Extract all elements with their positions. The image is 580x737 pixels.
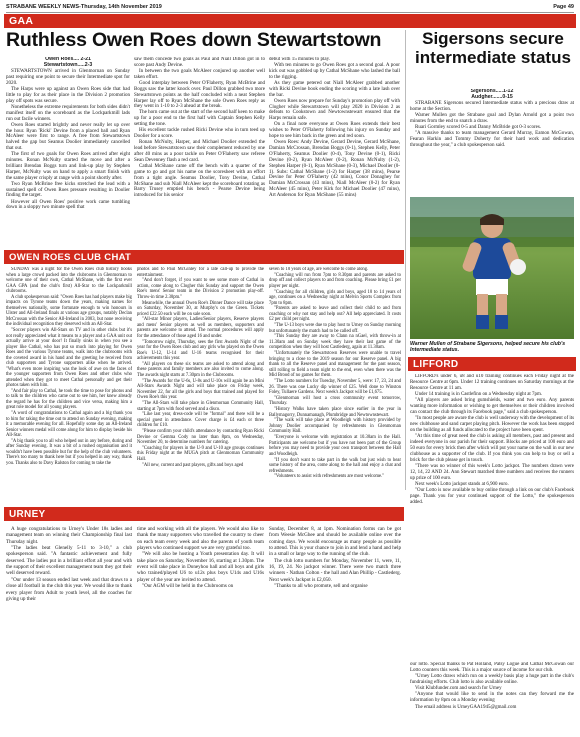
paragraph: A club spokesperson said: "Owen Roes has had players make big impacts on Tyrone teams down the years, making names for themselves nationally, some fortunate enough to win honours in Ulster and All-Ireland finals at various age groups, notably Declan McCrossan with the Senior All-Ireland in 2003, but none receiving the individual recognition they deserved with an All-Star.	[6, 294, 132, 328]
paragraph: As they game petered out Niall McAleer grabbed another with Ricki Devine book ending the scoring with a late lash over the bar.	[269, 79, 400, 98]
paragraph: A huge congratulations to Urney's Under 18s ladies and management team on winning their Championship final last Thursday night.	[6, 526, 132, 545]
urney-section-bar	[4, 507, 404, 521]
paragraph: Owen Roes: Andy Devine, Gerard Devine, Gerard McShane, Damian McCrossan, Brendan Boggs (0-1), Stephen Kelly, Peter O'Flaherty, Seamus Doolier (0-4), Tony Devine (0-1), Ricki Devine (0-2), Ryan McAleer (0-2), Ronan McNulty (1-2), Stephen Harper (0-1), Ryan McShane (0-3), Michael Doolier (0-1). Subs: Cathal McShane (1-2) for Harper (38 mins), Pearse Devine for Peter O'Flaherty (42 mins), Conor Donaghey for Damian McCrossan (43 mins), Niall McAleer (0-2) for Ryan McAleer (45 mins), Peter Kirk for Michael Doolier (47 mins), Art Anderson for Ryan McShane (55 mins)	[269, 139, 400, 198]
column-divider	[405, 30, 406, 490]
paragraph: "Thanks to all who promote, sell and organise	[274, 583, 368, 590]
paragraph: our lotto. Special thanks to Pat Holland, Patsy Logue and Cathal McGowan our Lotto counters this week. This is a major source of income for our club.	[410, 662, 574, 673]
club-chat-section-bar	[4, 250, 404, 264]
paragraph: "Soccer players win All-Stars on TV and in other clubs but it's not really appreciated what it means to a player and a GAA unit out actually arrive at your door! It finally sinks in when you see a player like Cathal, who has put so much into playing for Owen Roes and the various Tyrone teams, walk into the clubrooms with the coveted award in his hand and the greeting he received from club supporters and Tyrone supporters alike when he arrived. "What's even more inspiring was the look of awe on the faces of the younger supporters from Owen Roes and other clubs who attended when they got to meet Cathal personally and get their photos taken with him.	[6, 328, 132, 389]
club-chat-col-1	[6, 267, 132, 494]
urney-col-1	[6, 526, 132, 734]
paragraph: "Please confirm your child's attendance by contacting Ryan Ricki Devine or Gemma Cody no later than 8pm, on Wednesday, November 20, to determine numbers for catering.	[137, 429, 264, 446]
paragraph: "Coaching for players in the U-9 and U-10 age groups continues this Friday night at the MUGA pitch at Glenmornan Community Hall.	[137, 445, 264, 462]
paragraph: "Our Lotto is now available to buy online through a link on our club's Facebook page. Thank you for your continued support of the Lotto," the spokesperson added.	[410, 488, 574, 506]
gaa-section-bar	[4, 14, 576, 28]
paragraph: With ten minutes to go Owen Roes got a second goal. A poor kick out was gobbled up by Cathal McShane who lashed the ball to the rigging.	[269, 62, 400, 80]
paragraph: "We will also be hosting a Youth presentation day. It will take place on Saturday, November 16, starting at 1.30pm. The event will take place in Doneyhoo hall and all boys and girls who trained/played U6 to u12s plus boys U14s and U16s player of the year are invited to attend.	[137, 551, 264, 583]
paragraph: The first of two goals for Owen Roes arrived after eight minutes. Ronan McNulty started the move and after a brilliant Brendan Boggs turn and link-up play by Stephen Harper, McNulty was on hand to apply a smart finish with the same player crisply at range with a point shortly after.	[6, 151, 130, 181]
paragraph: Visit Klubfunder.com and search for Urney	[415, 686, 502, 692]
paragraph: In between the two goals McAleer conjured up another well taken effort.	[134, 67, 265, 80]
paragraph: Nonetheless the extreme requirements for both sides didn't manifest itself on the scoreboard as the Lockparkmill lads run out facile winners.	[6, 103, 130, 122]
score-line-away: Stewartstown.....2-3	[43, 62, 93, 69]
club-chat-section-label: OWEN ROES CLUB CHAT	[9, 251, 132, 263]
paragraph: "A word of congratulations to Cathal again and a big thank you to him for taking the time out to attend on Sunday evening, making it a memorable evening for all. Hopefully some day an All-Ireland Senior winners medal will come along for him to display beside his All-Star.	[6, 411, 132, 439]
urney-col-4	[410, 662, 574, 734]
masthead	[6, 2, 574, 13]
paragraph: Meanwhile, the annual Owen Roe's Dinner Dance will take place on Saturday, November 30, at Murphy's on the Green. Tickets priced £22.50 each will be on sale soon.	[137, 300, 264, 317]
paragraph: "Parents are asked to leave and collect their child to and from coaching or why not stay and help out? All help appreciated. It costs £2 per child per night.	[269, 306, 401, 323]
paragraph: "The U-13 boys were due to play host to Urney on Sunday morning but unfortunately the match had to be called off.	[269, 323, 401, 334]
paragraph: "All-star Minor players, Ladies/Senior players, Reserve players and mens' Senior players as well as members, supporters and parents are welcome to attend. The normal procedures will apply for the attendance of those aged 16 and under.	[137, 317, 264, 339]
lifford-section-bar	[408, 357, 576, 371]
paragraph: Sunday, December 8, at 1pm. Nomination forms can be got from Weesie McGhee and should be available online over the coming days. We would encourage as many people as possible to attend. This is your chance to join in and lend a hand and help in a small or large way to the running of the club.	[269, 526, 401, 558]
paragraph: "There was no winner of this week's Lotto jackpot. The numbers drawn were 12, 14, 22 AND 24. Ann Stewart matched three numbers and receives the runners up prize of 100 euro.	[410, 464, 574, 481]
paragraph: "The walk will take place at Woodleigh with history provided by Johnny Doolier accompanied by refreshments in Glenmornan Community Hall.	[269, 418, 401, 435]
paragraph: Ruari Gormley scored 0-5 and Danny McBride got 0-3 scores.	[415, 124, 542, 131]
paragraph: "At this time of great need the club is asking all members, past and present and indeed everyone in our parish for their support. Blocks are priced at 100 euro and 50 euro for every brick then after which will put your name on the wall in our new clubhouse as a supporter of the club. If you think you can help to buy or sell a brick for the club please get in touch.	[410, 434, 574, 463]
paragraph: "Glenmornan will host a cross community event tomorrow, Thursday.	[269, 395, 401, 407]
paragraph: "Coaching for all children, girls and boys, aged 10 to 14 years of age, continues on a Wednesday night at Melvin Sports Complex from 7pm to 8pm.	[269, 289, 401, 306]
paragraph: However all Owen Roes' positive work came tumbling down in a sloppy two minute spell that	[6, 198, 130, 211]
paragraph: STRABANE Sigersons secured Intermediate status with a precious draw at home at the Section.	[410, 100, 574, 113]
paragraph: "A massive thanks to team management Gerard Murray, Eamon McGowan, Fearan Harkin and Tommy Doherty for their hard work and dedication throughout the year," a club spokesperson said.	[410, 130, 574, 149]
paragraph: "All new, current and past players, gifts and boys aged	[142, 462, 244, 468]
paragraph: "All players are asked bring gumshields, water and two euro. Any parents wanting more information or wishing to get themselves or their children involved can contact the club through its Facebook page," said a club spokesperson.	[410, 398, 574, 416]
paragraph: "Urney Lotto draws which run on a weekly basis play a huge part in the club's fundraising efforts. Club lotto is also available online.	[410, 674, 574, 686]
paragraph: The club lotto numbers for Monday, November 11, were, 11, 16, 19, 24. No jackpot winner. There were two match three winners - Nathan Colton - the hall and Alan Phillip - Castlederg. Next week's Jackpot is £2,050.	[269, 557, 401, 583]
paragraph: "Anyone that would like to send in the notes can they forward me the information by 8pm on a Monday evening	[410, 692, 574, 704]
paragraph: "All players on these six teams are asked to attend along and these parents and family members are also invited to come along. The awards night starts at 7.30pm in the Clubrooms.	[137, 361, 264, 378]
paragraph: "Unfortunately the Stewartstown Reserves were unable to travel bringing to a close to the 2019 season for our Reserve panel. A big thank to all the Reserve panel and management for the past season, still rolling to field a team night to the end, even when there was the Mid Brood of no games for them.	[269, 351, 401, 379]
club-chat-col-3	[269, 267, 401, 494]
paragraph: "A big thank you to all who helped out in any before, during and after Sunday evening. It was a bit of a rushed organisation and it wouldn't have been possible but for the help of the club volunteers. There's too many to thank here but if you helped in any way, thank you. Thanks also to Davy Ralston for coming to take the	[6, 438, 132, 466]
urney-section-label: URNEY	[9, 508, 46, 520]
gaa-article-col-1	[6, 57, 130, 247]
paragraph: "If you don't want to take part in the walk but just wish to hear some history of the area, come along to the hall and enjoy a chat and refreshments.	[269, 457, 401, 474]
paragraph: Owen Roes started brightly and never really let up over the hour. Ryan 'Ricki' Devine from a placed ball and Ryan McAleer were first to range. A free from Stewartstown halved the gap but Seamus Doolier immediately cancelled that out.	[6, 121, 130, 152]
sigersons-score-away: Audgher.......0-15	[471, 94, 513, 101]
paragraph: "History Walks have taken place since earlier in the year in Ballymagorry, Dunnamanagh, Plumbridge and Newtownstewart.	[269, 407, 401, 418]
paragraph: STEWARTSTOWN arrived in Glenmornan on Sunday past requiring one point to secure their Intermediate spot for 2020.	[6, 68, 130, 86]
paragraph: The Harps were up against an Owen Roes side that had little to play for as their place in the Division 2 promotion play off spots was secure.	[6, 86, 130, 104]
score-line-home: Owen Roes.... 2-21	[45, 57, 91, 62]
paragraph: His excellent tackle rushed Ricki Devine who in turn teed up Doolier for a score.	[134, 127, 265, 140]
paragraph: "Tomorrow night, Thursday, sees the first Awards Night of the year for the Owen Roes club and any girls who played on the Owen Roe's U-12, U-14 and U-16 teams recognised for their achievements this year.	[137, 339, 264, 362]
paragraph: "The All-Stars will take place in Glenmornan Community Hall, starting at 7pm with food served and a disco.	[137, 401, 264, 412]
paragraph: Owen Roes now prepare for Sunday's promotion play off with Clogher while Stewartstown will play 2020 in Division 2 as defeats to Cookstown and Newtownstewart ensured that the Harps remain safe.	[269, 97, 400, 122]
paragraph: saw them concede two goals as Paul and Niall Dillon got in to score past Andy Devine.	[134, 57, 265, 68]
paragraph: time and working with all the players. We would also like to thank the many supporters who travelled the country to cheer on each team every week and also the parents of youth team players who continued support we are very grateful too.	[137, 526, 264, 551]
gaa-section-label: GAA	[9, 15, 34, 27]
gaa-article-col-2	[134, 57, 265, 247]
paragraph: "The Lotto numbers for Tuesday, November 5, were: 17, 23, 24 and 26. There was one Lucky dip winner of £25. Well done to Winston Foley, Tullaere Gardens. Next week's Jackpot will be £1,675.	[269, 379, 401, 396]
paragraph: "Volunteers to assist with refreshments are most welcome."	[274, 474, 385, 480]
paragraph: "Coaching will run from 7pm to 8.30pm and parents are asked to drop off and collect players to and from coaching. Please bring £1 per player per night.	[269, 272, 401, 289]
club-chat-col-2	[137, 267, 264, 494]
sigersons-headline: Sigersons secure intermediate status	[415, 29, 571, 67]
paragraph: "The ladies beat Glenelly 5-11 to 3-10," a club spokesperson said. "A fantastic achievement and fully deserved. The ladies put in a brilliant effort all year and with the support of their excellent management team they got their well deserved reward.	[6, 545, 132, 577]
sigersons-player-photo	[410, 197, 574, 339]
paragraph: LIFFORD's under 6, u8 and u10 training continues each Friday night at the Resource Centre at 6pm. Under 12 training continues on Saturday mornings at the Resource Centre at 11 am.	[410, 374, 574, 391]
paragraph: "Our AGM will be held in the Clubrooms on	[142, 583, 234, 590]
paragraph: photos and to Paul McGinley for a late call-up to provide the entertainment.	[137, 267, 264, 278]
paragraph: "Our under 13 season ended last week and that draws to a close all football in the club this year. We would like to thank every player from Adult to youth level, all the coaches for giving up their	[6, 576, 132, 602]
paragraph: "And don't forget, if you want to see some more of Cathal in action, come along to Clogher this Sunday and support the Owen Roe's mens' Senior team in the Division 2 promotion play-off. Throw-in time 2.30pm."	[137, 278, 264, 300]
paragraph: "This Sunday they are away to Clann na nGael, with throw-in at 11.30am and on Sunday week they have their last game of the competition when they will host Castlederg, again at 11.30am.	[269, 334, 401, 351]
paragraph: On a final note everyone at Owen Roes extends their best wishes to Peter O'Flaherty following his injury on Sunday and hope to see him back in the green and red soon.	[269, 121, 400, 140]
paragraph: Next week's Lotto jackpot stands at 6,900 euro.	[415, 482, 509, 488]
lifford-section-label: LIFFORD	[413, 358, 459, 370]
player-photo-illustration	[410, 197, 574, 339]
urney-col-2	[137, 526, 264, 734]
sigersons-article	[410, 89, 574, 195]
urney-email: The email address is UrneyGAA1945@gmail.com	[415, 704, 517, 710]
paragraph: "Everyone is welcome with registration at 10.30am in the Hall. Participants are welcome but if you have not been part of the Group before you may need to provide your own transport between the Hall and Woodleigh.	[269, 435, 401, 457]
gaa-article-col-3	[269, 57, 400, 247]
paragraph: Under 14 training is in Castlefinn on a Wednesday night at 7pm.	[415, 392, 543, 398]
masthead-date: STRABANE WEEKLY NEWS-Thursday, 14th November 2019	[6, 4, 162, 10]
sigersons-score-home: Sigersons.....1-12	[470, 89, 514, 94]
paragraph: SUNDAY was a night for the Owen Roes club history books when a large crowd packed into the clubrooms in Glenmornan to welcome one of their own, Cathal McShane, with the first ever GAA GPA (and the club's first) All-Star to the Lockparkmill clubrooms.	[6, 267, 132, 294]
paragraph: debut with 15 minutes to play.	[269, 57, 331, 62]
paragraph: "And fair play to Cathal, he took the time to pose for photos and to talk to the children who came out to see him, her knew already the regard he has for the children and vice versa, making him a great role model for all young players.	[6, 388, 132, 411]
paragraph: "The Awards for the U-6s, U-8s and U-10s will again be an Mini All-Stars Awards Night and will take place on Friday week, November 22, for all the girls and boys that trained and played for Owen Roe's this year.	[137, 378, 264, 401]
page-number: Page 49	[553, 4, 574, 10]
gaa-headline: Ruthless Owen Roes down Stewartstown	[6, 29, 382, 51]
paragraph: seven to 10 years of age, are welcome to come along.	[269, 267, 369, 272]
urney-col-3	[269, 526, 401, 734]
paragraph: "In most people are aware the club is well underway with the development of its new clubhouse and sand carpet playing pitch. However the work has been stopped on the building as all funds allocated to the project have been spent.	[410, 416, 574, 434]
paragraph: Good interplay between Peter O'Flaherty, Ryan McBrine and Boggs saw the latter knock over. Paul Dillon grabbed two more Stewartstown points as the half concluded with a neat Stephen Harper lay off to Ryan McShane the sole Owen Roes reply as they went in 1-10 to 2-3 ahead at the break.	[134, 79, 265, 110]
paragraph: "Like last year, dress-code will be "formal" and there will be a special guest in attendance. Cover charge is £4 each or three children for £10.	[137, 412, 264, 429]
paragraph: Cathal McShane came off the bench with a quarter of the game to go and got his name on the scoresheet with an effort from a tight angle. Seamus Doolier, Tony Devine, Cathal McShane and sub Niall McAleer kept the scoreboard rotating as Barry Trusey emptied his bench - Pearse Devine being introduced for his senior	[134, 162, 265, 199]
paragraph: Two Ryan McBrine free kicks stretched the lead with a sustained spell of Owen Roes pressure resulting in Doolier finding the target.	[6, 180, 130, 199]
lifford-article	[410, 374, 574, 658]
paragraph: The horn came out at the start of the second half keen to make up for a poor end to the first half with Captain Stephen Kelly setting the tone.	[134, 109, 265, 128]
photo-caption: Warner Mullen of Strabane Sigersons, helped secure his club's Intermediate status.	[410, 341, 566, 354]
paragraph: Ronan McNulty, Harper, and Michael Doolier extended the lead before Stewartstown saw their complement reduced by one after 40 mins as a poor tackle on Peter O'Flaherty saw referee Sean Devenney flash a red card.	[134, 139, 265, 163]
paragraph: Warner Mullen got the Strabane goal and Dylan Arnold got a point two minutes from the end to snatch a draw.	[410, 112, 574, 125]
